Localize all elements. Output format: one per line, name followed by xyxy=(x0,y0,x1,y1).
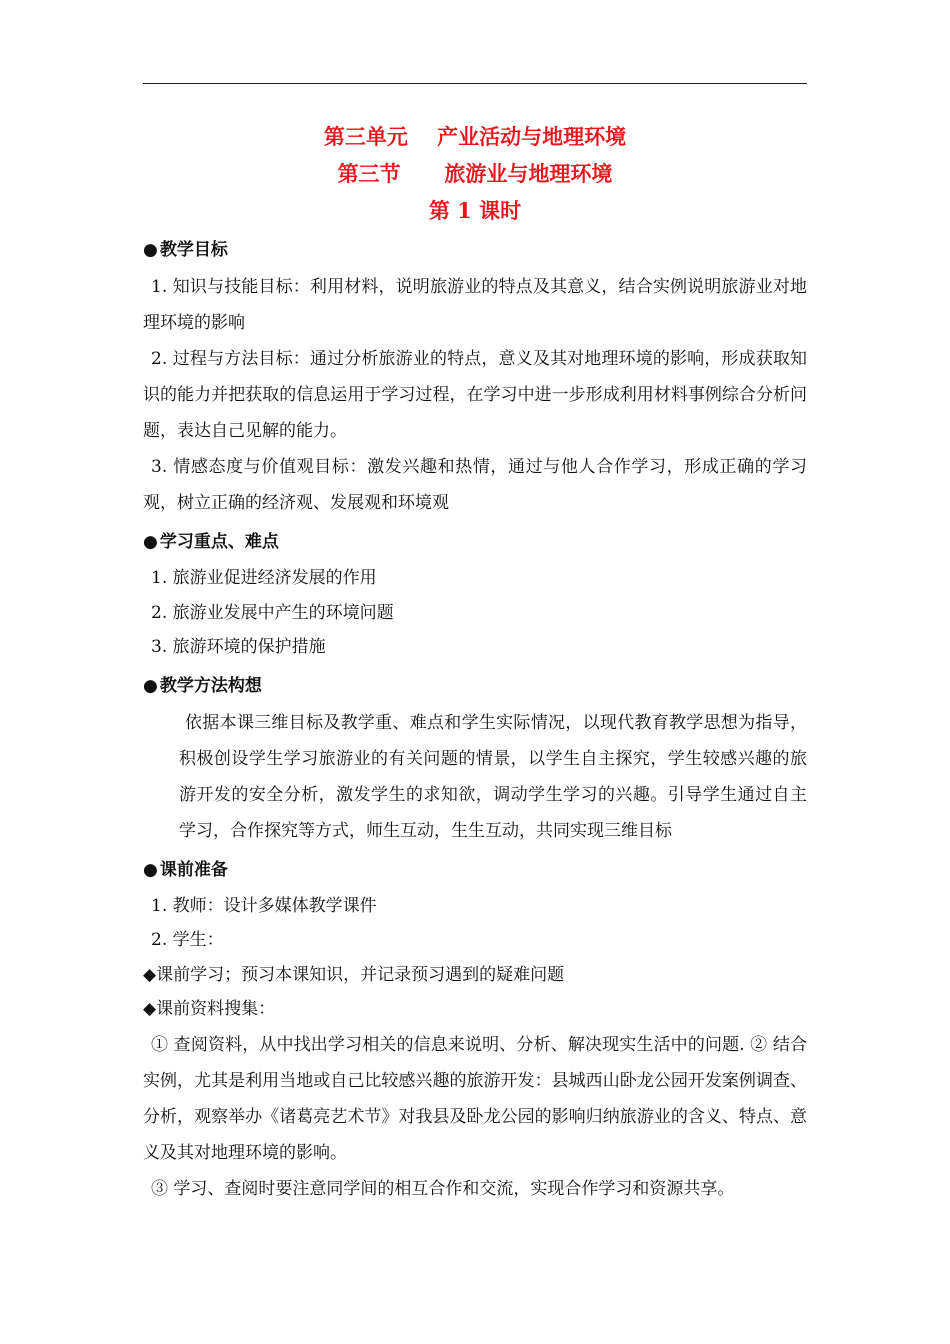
header-rule xyxy=(143,83,807,84)
key-point-item: 2. 旅游业发展中产生的环境问题 xyxy=(151,602,394,623)
document-body xyxy=(143,118,807,1207)
method-heading-text: 教学方法构想 xyxy=(159,675,262,696)
bullet-icon: ● xyxy=(143,675,158,696)
bullet-icon: ● xyxy=(143,532,158,552)
preparation-paragraph: ① 查阅资料，从中找出学习相关的信息来说明、分析、解决现实生活中的问题. ② 结合实例，尤其是利用当地或自己比较感兴趣的旅游开发：县城西山卧龙公园开发案例调查、分析，观察举办《诸葛亮艺术节》对我县及卧龙公园的影响归纳旅游业的含义、特点、意义及其对地理环境的影响。 xyxy=(143,1034,807,1163)
goal-item: 2. 过程与方法目标：通过分析旅游业的特点，意义及其对地理环境的影响，形成获取知识的能力并把获取的信息运用于学习过程，在学习中进一步形成利用材料事例综合分析问题，表达自己见解的能力。 xyxy=(143,349,807,441)
section-title: 第三节 旅游业与地理环境 xyxy=(337,161,613,186)
preparation-paragraph: ③ 学习、查阅时要注意同学间的相互合作和交流，实现合作学习和资源共享。 xyxy=(151,1178,735,1199)
preparation-item: 1. 教师：设计多媒体教学课件 xyxy=(151,895,377,916)
preparation-item: 2. 学生： xyxy=(151,930,224,950)
key-point-item: 3. 旅游环境的保护措施 xyxy=(151,637,326,657)
key-points-heading-text: 学习重点、难点 xyxy=(159,532,279,552)
unit-title: 第三单元 产业活动与地理环境 xyxy=(323,124,627,149)
method-heading xyxy=(143,673,807,699)
lesson-title: 第 1 课时 xyxy=(428,198,522,223)
bullet-icon: ● xyxy=(143,859,158,880)
goals-heading-text: 教学目标 xyxy=(159,240,228,260)
preparation-diamond-item: ◆课前资料搜集： xyxy=(143,999,276,1019)
key-points-heading xyxy=(143,529,807,555)
key-point-item: 1. 旅游业促进经济发展的作用 xyxy=(151,568,377,588)
bullet-icon: ● xyxy=(143,240,158,260)
goal-item: 3. 情感态度与价值观目标：激发兴趣和热情，通过与他人合作学习，形成正确的学习观，树立正确的经济观、发展观和环境观 xyxy=(143,457,807,513)
preparation-heading-text: 课前准备 xyxy=(159,859,228,880)
method-paragraph: 依据本课三维目标及教学重、难点和学生实际情况，以现代教育教学思想为指导，积极创设学生学习旅游业的有关问题的情景，以学生自主探究，学生较感兴趣的旅游开发的安全分析，激发学生的求知欲，调动学生学习的兴趣。引导学生通过自主学习，合作探究等方式，师生互动，生生互动，共同实现三维目标 xyxy=(179,712,807,841)
goals-heading xyxy=(143,237,807,263)
preparation-heading xyxy=(143,857,807,883)
goal-item: 1. 知识与技能目标：利用材料，说明旅游业的特点及其意义，结合实例说明旅游业对地理环境的影响 xyxy=(143,277,807,333)
preparation-diamond-item: ◆课前学习；预习本课知识，并记录预习遇到的疑难问题 xyxy=(143,964,565,985)
